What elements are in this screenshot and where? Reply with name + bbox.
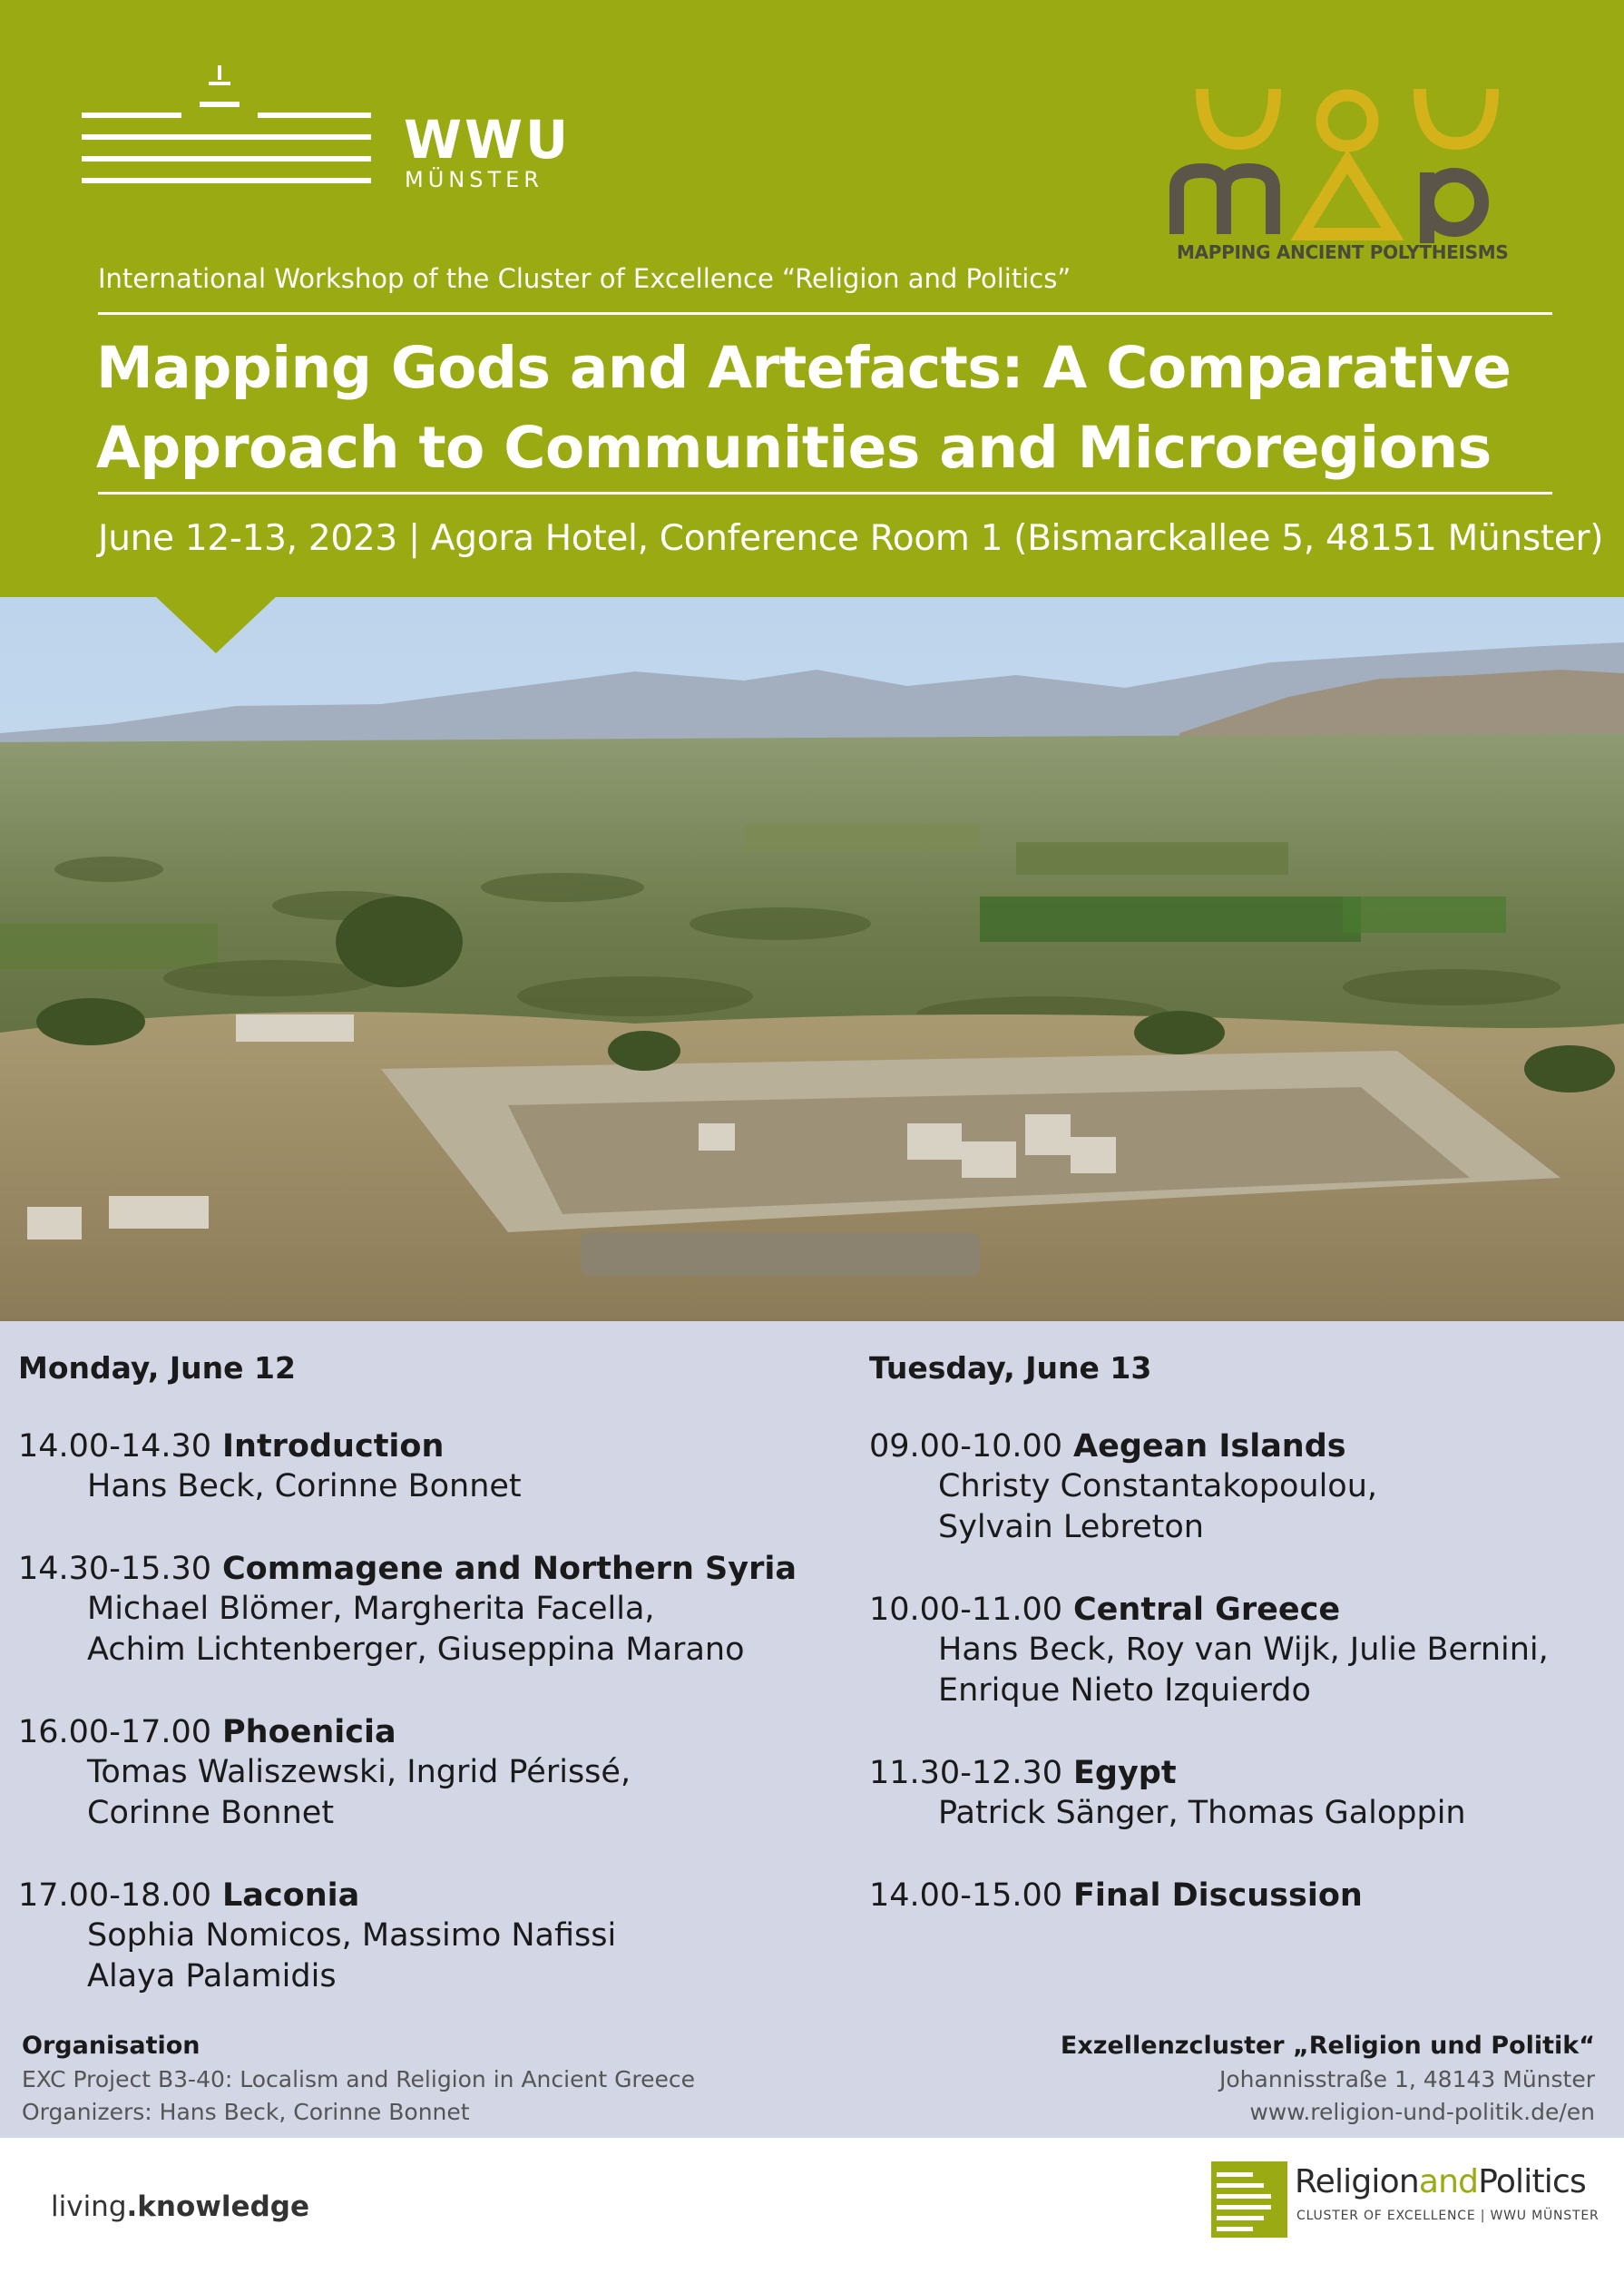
session-speakers: Hans Beck, Corinne Bonnet — [87, 1468, 522, 1504]
session-item — [869, 1753, 1549, 1834]
wwu-logo-name: WWU — [404, 109, 572, 171]
session-speakers: Hans Beck, Roy van Wijk, Julie Bernini, — [938, 1631, 1549, 1668]
session-topic: Commagene and Northern Syria — [222, 1551, 797, 1587]
landscape-photo — [0, 597, 1624, 1321]
cluster-contact-block — [1061, 2029, 1595, 2129]
session-speakers: Achim Lichtenberger, Giuseppina Marano — [87, 1631, 745, 1668]
session-time: 16.00-17.00 — [18, 1714, 212, 1750]
cluster-heading: Exzellenzcluster „Religion und Politik“ — [1060, 2032, 1595, 2060]
session-time: 11.30-12.30 — [869, 1755, 1063, 1791]
session-speakers: Sophia Nomicos, Massimo Nafissi — [87, 1917, 617, 1954]
map-logo — [1166, 71, 1538, 270]
monday-column — [18, 1345, 797, 2039]
rp-title-part1: Religion — [1295, 2163, 1419, 2200]
workshop-subtitle: International Workshop of the Cluster of Excellence “Religion and Politics” — [98, 263, 1071, 294]
ruins-landscape-image — [0, 597, 1624, 1321]
rp-title-part3: Politics — [1478, 2163, 1586, 2200]
page-title — [96, 328, 1566, 488]
session-time: 17.00-18.00 — [18, 1877, 212, 1914]
organisation-organizers: Organizers: Hans Beck, Corinne Bonnet — [22, 2099, 470, 2125]
session-speakers: Patrick Sänger, Thomas Galoppin — [938, 1795, 1466, 1831]
day-heading-tuesday: Tuesday, June 13 — [869, 1350, 1152, 1386]
session-item — [869, 1426, 1549, 1548]
slogan-part-b: .knowledge — [126, 2190, 309, 2223]
divider-bottom — [98, 492, 1552, 495]
footer — [0, 2138, 1624, 2283]
session-speakers: Christy Constantakopoulou, — [938, 1468, 1378, 1504]
session-item — [869, 1590, 1549, 1711]
day-heading-monday: Monday, June 12 — [18, 1350, 296, 1386]
program-section — [0, 1321, 1624, 2138]
session-topic: Phoenicia — [222, 1714, 396, 1750]
slogan — [51, 2190, 309, 2223]
session-topic: Aegean Islands — [1073, 1428, 1346, 1465]
session-speakers: Michael Blömer, Margherita Facella, — [87, 1591, 655, 1627]
session-topic: Laconia — [222, 1877, 360, 1914]
religion-politics-title — [1295, 2163, 1586, 2200]
religion-politics-logo — [1211, 2161, 1600, 2238]
header-banner — [0, 0, 1624, 597]
organisation-heading: Organisation — [22, 2032, 201, 2060]
session-speakers: Alaya Palamidis — [87, 1958, 337, 1994]
session-item — [18, 1876, 797, 1997]
session-topic: Introduction — [222, 1428, 445, 1465]
divider-top — [98, 312, 1552, 315]
religion-politics-subtitle: CLUSTER OF EXCELLENCE | WWU MÜNSTER — [1296, 2209, 1600, 2223]
title-line-1: Mapping Gods and Artefacts: A Comparative — [96, 335, 1511, 401]
title-line-2: Approach to Communities and Microregions — [96, 415, 1492, 481]
session-item — [18, 1549, 797, 1671]
session-speakers: Tomas Waliszewski, Ingrid Périssé, — [87, 1754, 631, 1790]
slogan-part-a: living — [51, 2190, 127, 2223]
religion-politics-emblem-icon — [1211, 2161, 1287, 2238]
cluster-url[interactable]: www.religion-und-politik.de/en — [1249, 2099, 1595, 2125]
session-item — [18, 1712, 797, 1834]
map-logo-caption: MAPPING ANCIENT POLYTHEISMS — [1177, 241, 1509, 263]
wwu-logo-city: MÜNSTER — [405, 167, 543, 192]
session-time: 09.00-10.00 — [869, 1428, 1063, 1465]
rp-title-part2: and — [1418, 2163, 1479, 2200]
session-item — [869, 1876, 1549, 1916]
organisation-block — [22, 2029, 695, 2129]
session-topic: Final Discussion — [1073, 1877, 1363, 1914]
tuesday-column — [869, 1345, 1549, 1957]
header-pointer — [154, 595, 278, 653]
session-time: 14.00-14.30 — [18, 1428, 212, 1465]
session-topic: Central Greece — [1073, 1592, 1341, 1628]
session-time: 14.30-15.30 — [18, 1551, 212, 1587]
session-speakers: Enrique Nieto Izquierdo — [938, 1672, 1311, 1709]
session-time: 10.00-11.00 — [869, 1592, 1063, 1628]
wwu-logo — [82, 65, 572, 192]
session-topic: Egypt — [1073, 1755, 1177, 1791]
wwu-emblem-icon — [82, 65, 390, 192]
map-emblem-icon — [1166, 71, 1538, 243]
organisation-project: EXC Project B3-40: Localism and Religion in Ancient Greece — [22, 2066, 696, 2092]
date-venue: June 12-13, 2023 | Agora Hotel, Conference Room 1 (Bismarckallee 5, 48151 Münster) — [98, 518, 1604, 559]
session-item — [18, 1426, 797, 1507]
session-speakers: Corinne Bonnet — [87, 1795, 335, 1831]
session-time: 14.00-15.00 — [869, 1877, 1063, 1914]
session-speakers: Sylvain Lebreton — [938, 1509, 1204, 1545]
cluster-address: Johannisstraße 1, 48143 Münster — [1218, 2066, 1595, 2092]
